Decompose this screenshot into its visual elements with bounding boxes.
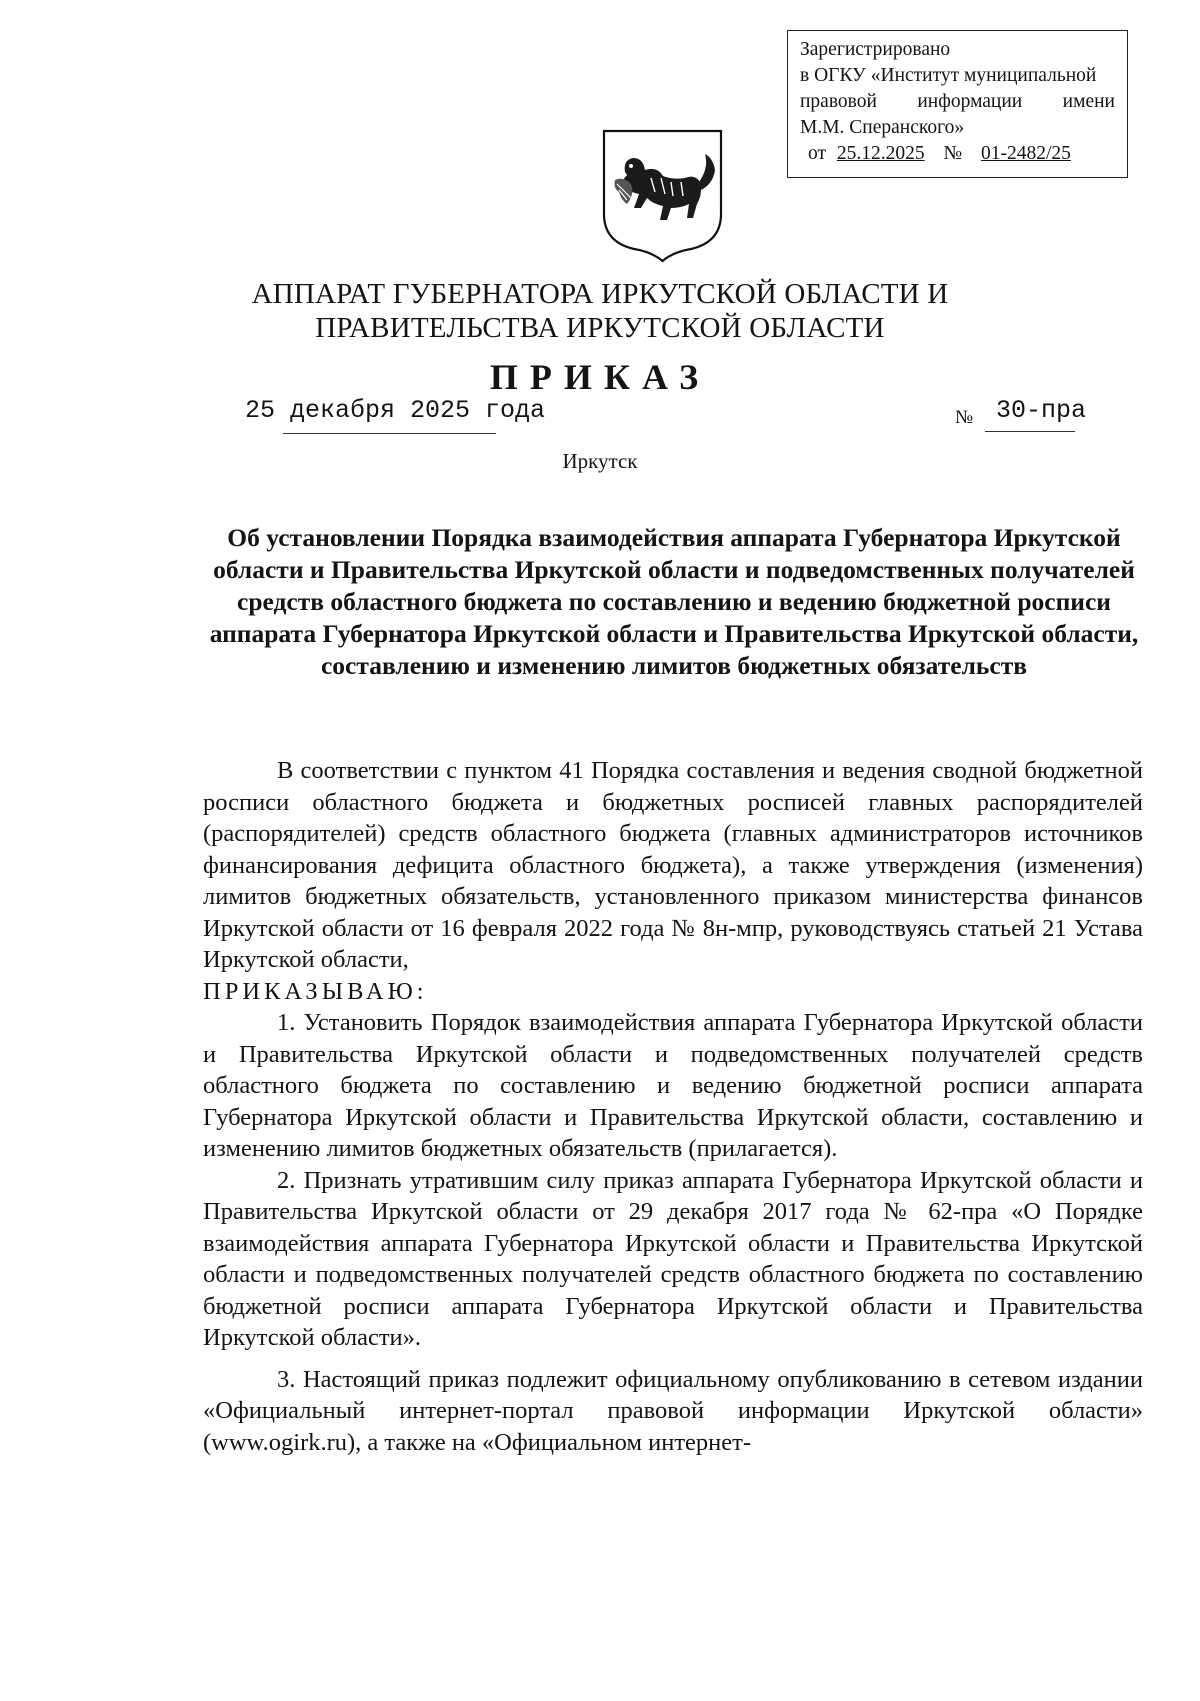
document-date: 25 декабря 2025 года (245, 396, 546, 425)
registration-word: информации (917, 91, 1023, 112)
document-body (203, 755, 1143, 1458)
registration-line-4: М.М. Сперанского» (800, 117, 965, 138)
registration-stamp (787, 30, 1128, 178)
organization-title (0, 277, 1200, 345)
order-item-3: 3. Настоящий приказ подлежит официальному опубликованию в сетевом издании «Официальный интернет-портал правовой информации Иркутской области» (www.ogirk.ru), а также на «Официальном интернет- (203, 1365, 1143, 1456)
number-sign: № (955, 407, 974, 428)
document-number: 30-пра (996, 396, 1087, 425)
registration-date: 25.12.2025 (836, 143, 925, 164)
document-type: ПРИКАЗ (489, 357, 711, 397)
number-underline (985, 431, 1075, 432)
irkutsk-coat-of-arms-icon (601, 128, 724, 269)
registration-line-5 (800, 141, 1115, 167)
registration-number-sign: № (943, 143, 963, 164)
order-item-1: 1. Установить Порядок взаимодействия аппарата Губернатора Иркутской области и Правительства Иркутской области и подведомственных получателей средств областного бюджета по составлению и ведению бюджетной росписи аппарата Губернатора Иркутской области и Правительства Иркутской области, составлению и изменению лимитов бюджетных обязательств (прилагается). (203, 1009, 1143, 1162)
date-underline (283, 433, 496, 434)
registration-line-1: Зарегистрировано (800, 39, 951, 60)
document-title: Об установлении Порядка взаимодействия аппарата Губернатора Иркутской области и Правительства Иркутской области и подведомственных получателей средств областного бюджета по составлению и ведению бюджетной росписи аппарата Губернатора Иркутской области и Правительства Иркутской области, составлению и изменению лимитов бюджетных обязательств (209, 523, 1139, 680)
registration-word: правовой (800, 91, 877, 112)
document-city: Иркутск (562, 449, 638, 473)
registration-word: имени (1062, 91, 1115, 112)
registration-line-2: в ОГКУ «Институт муниципальной (800, 65, 1097, 86)
order-item-2: 2. Признать утратившим силу приказ аппарата Губернатора Иркутской области и Правительства Иркутской области от 29 декабря 2017 года № 62-пра «О Порядке взаимодействия аппарата Губернатора Иркутской области и Правительства Иркутской области и подведомственных получателей средств областного бюджета по составлению бюджетной росписи аппарата Губернатора Иркутской области и Правительства Иркутской области». (203, 1166, 1143, 1351)
registration-date-prefix: от (808, 143, 827, 164)
order-keyword: ПРИКАЗЫВАЮ: (203, 977, 428, 1005)
organization-title-line-2: ПРАВИТЕЛЬСТВА ИРКУТСКОЙ ОБЛАСТИ (315, 312, 885, 344)
organization-title-line-1: АППАРАТ ГУБЕРНАТОРА ИРКУТСКОЙ ОБЛАСТИ И (251, 278, 949, 310)
registration-line-3 (800, 89, 1115, 115)
registration-number: 01-2482/25 (981, 143, 1071, 164)
preamble-paragraph: В соответствии с пунктом 41 Порядка составления и ведения сводной бюджетной росписи областного бюджета и бюджетных росписей главных распорядителей (распорядителей) средств областного бюджета (главных администраторов источников финансирования дефицита областного бюджета), а также утверждения (изменения) лимитов бюджетных обязательств, установленного приказом министерства финансов Иркутской области от 16 февраля 2022 года № 8н-мпр, руководствуясь статьей 21 Устава Иркутской области, (203, 757, 1143, 973)
